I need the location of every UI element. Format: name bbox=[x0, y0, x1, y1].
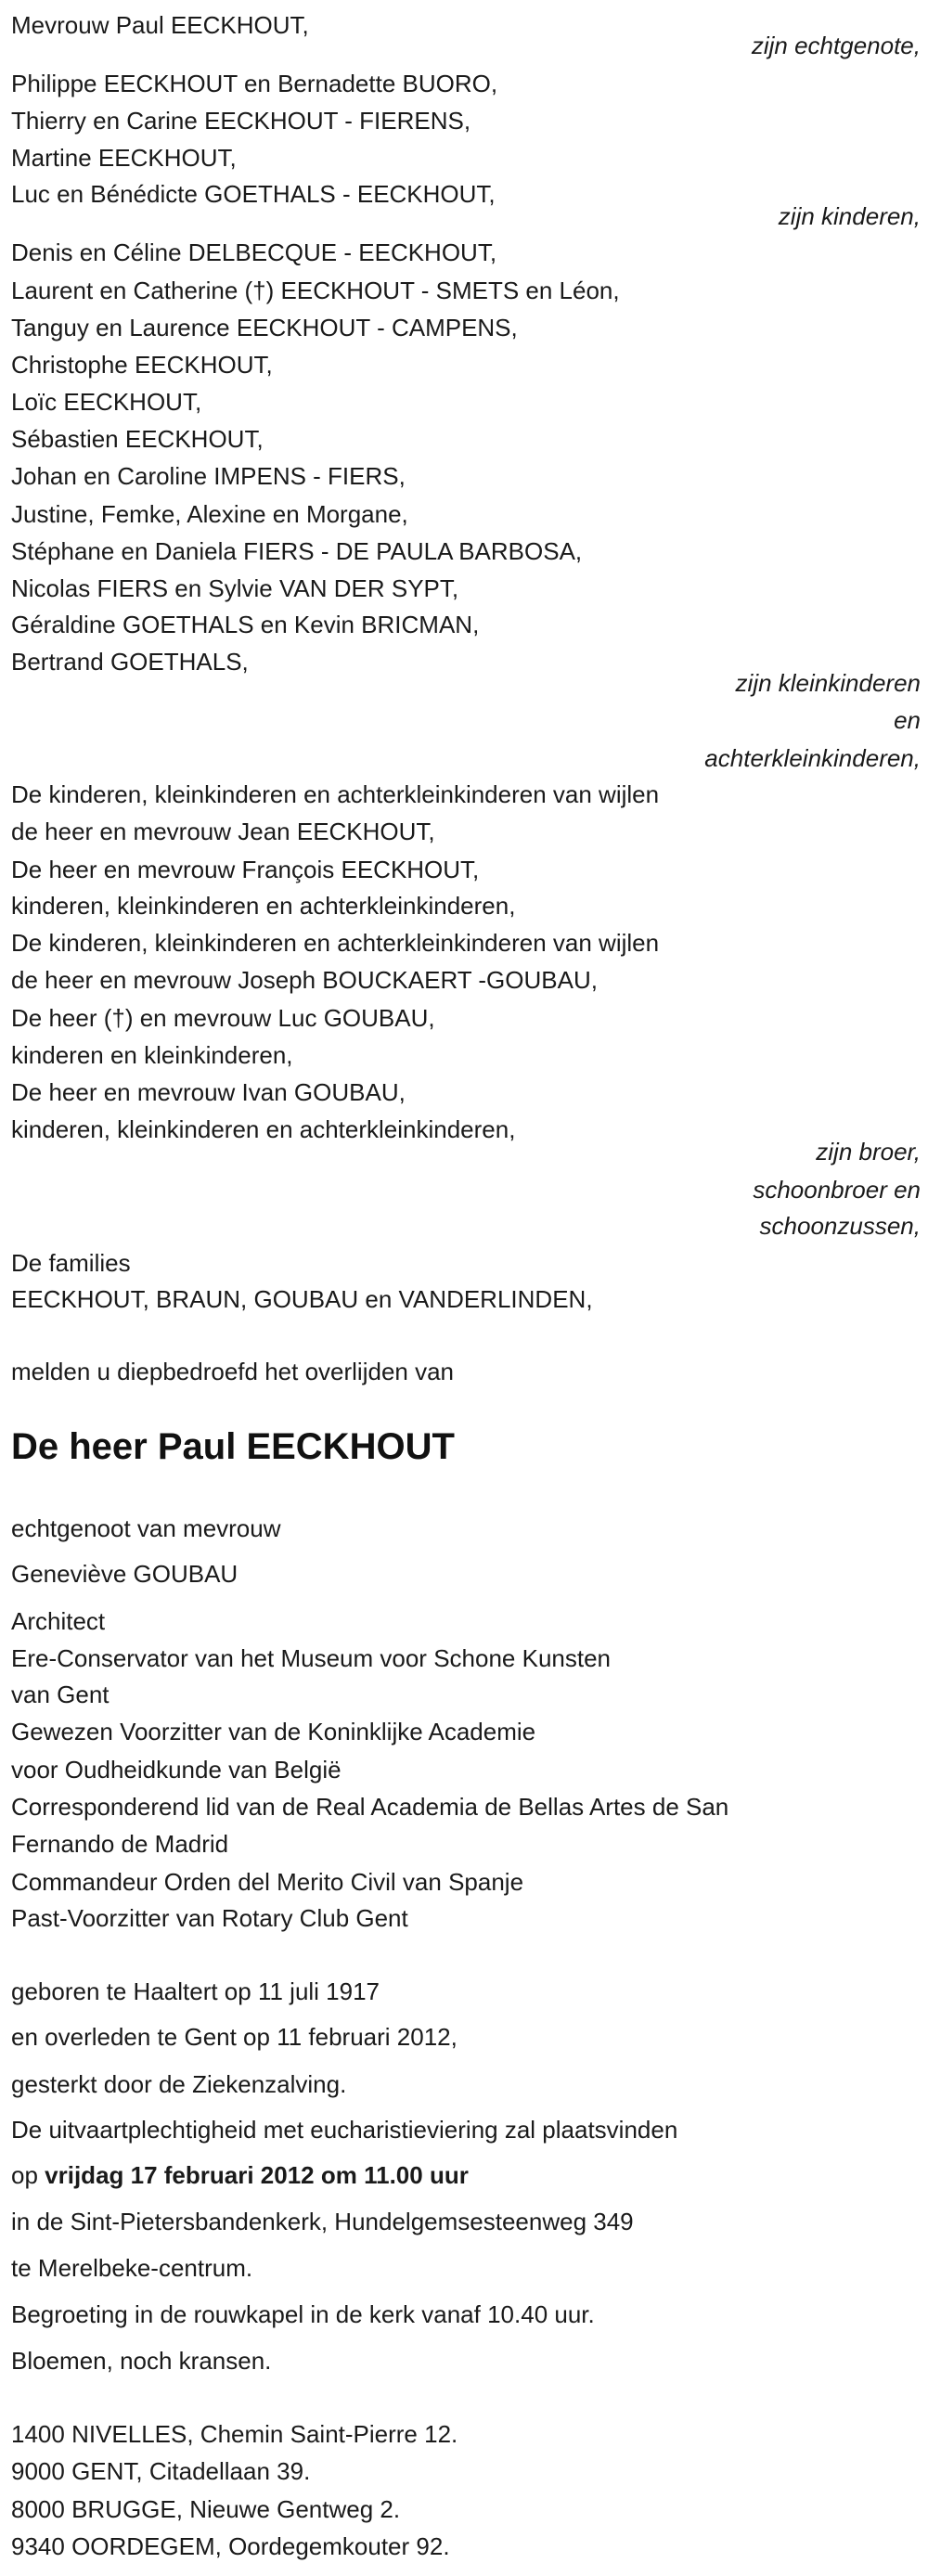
relation-label: schoonbroer en bbox=[753, 1176, 921, 1204]
sibling-line: De heer en mevrouw Ivan GOUBAU, bbox=[11, 1078, 406, 1106]
address-line: 9340 OORDEGEM, Oordegemkouter 92. bbox=[11, 2532, 450, 2560]
sibling-line: De kinderen, kleinkinderen en achterkleinkinderen van wijlen bbox=[11, 929, 660, 957]
child-line: Philippe EECKHOUT en Bernadette BUORO, bbox=[11, 70, 498, 97]
place-info: te Merelbeke-centrum. bbox=[11, 2254, 253, 2282]
announcement-text: melden u diepbedroefd het overlijden van bbox=[11, 1358, 455, 1385]
spouse-name: Mevrouw Paul EECKHOUT, bbox=[11, 11, 309, 39]
funeral-intro: De uitvaartplechtigheid met eucharistieviering zal plaatsvinden bbox=[11, 2116, 678, 2144]
relation-label: en bbox=[894, 706, 921, 734]
spouse-of-label: echtgenoot van mevrouw bbox=[11, 1514, 281, 1542]
sibling-line: De kinderen, kleinkinderen en achterkleinkinderen van wijlen bbox=[11, 780, 660, 808]
birth-info: geboren te Haaltert op 11 juli 1917 bbox=[11, 1977, 380, 2005]
church-info: in de Sint-Pietersbandenkerk, Hundelgemsesteenweg 349 bbox=[11, 2208, 634, 2235]
address-line: 8000 BRUGGE, Nieuwe Gentweg 2. bbox=[11, 2495, 401, 2523]
title-line: Commandeur Orden del Merito Civil van Spanje bbox=[11, 1868, 524, 1896]
grandchild-line: Sébastien EECKHOUT, bbox=[11, 425, 264, 453]
death-info: en overleden te Gent op 11 februari 2012, bbox=[11, 2023, 458, 2051]
deceased-name: De heer Paul EECKHOUT bbox=[11, 1426, 455, 1467]
sibling-line: de heer en mevrouw Jean EECKHOUT, bbox=[11, 818, 435, 845]
sibling-line: de heer en mevrouw Joseph BOUCKAERT -GOUBAU, bbox=[11, 966, 598, 994]
relation-label: zijn echtgenote, bbox=[751, 32, 921, 59]
child-line: Thierry en Carine EECKHOUT - FIERENS, bbox=[11, 107, 471, 135]
grandchild-line: Loïc EECKHOUT, bbox=[11, 388, 202, 416]
flowers-info: Bloemen, noch kransen. bbox=[11, 2347, 272, 2375]
funeral-date-prefix: op bbox=[11, 2161, 45, 2189]
greeting-info: Begroeting in de rouwkapel in de kerk vanaf 10.40 uur. bbox=[11, 2300, 595, 2328]
sibling-line: kinderen en kleinkinderen, bbox=[11, 1041, 293, 1069]
grandchild-line: Justine, Femke, Alexine en Morgane, bbox=[11, 500, 408, 528]
title-line: voor Oudheidkunde van België bbox=[11, 1756, 342, 1784]
grandchild-line: Christophe EECKHOUT, bbox=[11, 351, 273, 379]
title-line: Past-Voorzitter van Rotary Club Gent bbox=[11, 1904, 408, 1932]
grandchild-line: Johan en Caroline IMPENS - FIERS, bbox=[11, 462, 406, 490]
title-line: Architect bbox=[11, 1607, 106, 1635]
sibling-line: De heer (†) en mevrouw Luc GOUBAU, bbox=[11, 1004, 435, 1032]
sacrament-info: gesterkt door de Ziekenzalving. bbox=[11, 2070, 347, 2098]
spouse-of-name: Geneviève GOUBAU bbox=[11, 1560, 238, 1588]
grandchild-line: Géraldine GOETHALS en Kevin BRICMAN, bbox=[11, 611, 480, 638]
funeral-date bbox=[11, 2159, 469, 2191]
relation-label: zijn kleinkinderen bbox=[735, 669, 921, 697]
grandchild-line: Bertrand GOETHALS, bbox=[11, 648, 249, 676]
grandchild-line: Tanguy en Laurence EECKHOUT - CAMPENS, bbox=[11, 314, 518, 341]
grandchild-line: Nicolas FIERS en Sylvie VAN DER SYPT, bbox=[11, 574, 459, 602]
title-line: Ere-Conservator van het Museum voor Schone Kunsten bbox=[11, 1644, 612, 1672]
families-line: De families bbox=[11, 1249, 131, 1277]
grandchild-line: Laurent en Catherine (†) EECKHOUT - SMETS en Léon, bbox=[11, 277, 620, 304]
relation-label: zijn kinderen, bbox=[778, 202, 921, 230]
title-line: van Gent bbox=[11, 1681, 110, 1708]
sibling-line: kinderen, kleinkinderen en achterkleinkinderen, bbox=[11, 892, 516, 920]
families-line: EECKHOUT, BRAUN, GOUBAU en VANDERLINDEN, bbox=[11, 1285, 593, 1313]
sibling-line: De heer en mevrouw François EECKHOUT, bbox=[11, 856, 480, 883]
address-line: 9000 GENT, Citadellaan 39. bbox=[11, 2457, 311, 2485]
grandchild-line: Denis en Céline DELBECQUE - EECKHOUT, bbox=[11, 238, 497, 266]
child-line: Luc en Bénédicte GOETHALS - EECKHOUT, bbox=[11, 180, 496, 208]
funeral-date-bold: vrijdag 17 februari 2012 om 11.00 uur bbox=[45, 2161, 469, 2189]
relation-label: zijn broer, bbox=[816, 1138, 921, 1166]
child-line: Martine EECKHOUT, bbox=[11, 144, 237, 172]
title-line: Corresponderend lid van de Real Academia de Bellas Artes de San bbox=[11, 1793, 729, 1821]
grandchild-line: Stéphane en Daniela FIERS - DE PAULA BARBOSA, bbox=[11, 537, 583, 565]
title-line: Gewezen Voorzitter van de Koninklijke Academie bbox=[11, 1718, 536, 1745]
title-line: Fernando de Madrid bbox=[11, 1830, 229, 1858]
sibling-line: kinderen, kleinkinderen en achterkleinkinderen, bbox=[11, 1115, 516, 1143]
relation-label: achterkleinkinderen, bbox=[704, 744, 921, 772]
relation-label: schoonzussen, bbox=[759, 1212, 921, 1240]
address-line: 1400 NIVELLES, Chemin Saint-Pierre 12. bbox=[11, 2420, 458, 2448]
